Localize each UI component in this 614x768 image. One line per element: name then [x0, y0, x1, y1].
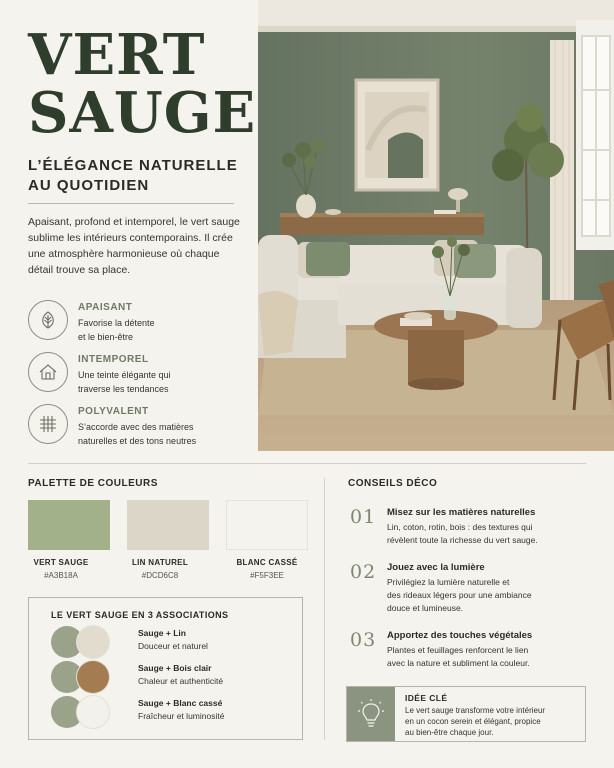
- associations-box: [28, 597, 303, 740]
- tip-text-line: avec la nature et subliment la couleur.: [387, 658, 530, 668]
- feature-text-line: S’accorde avec des matières: [78, 422, 194, 432]
- tip-title: Apportez des touches végétales: [387, 630, 533, 641]
- tip-number: 01: [350, 506, 377, 528]
- association-item: [51, 661, 291, 695]
- swatch-lin-naturel: [127, 500, 209, 550]
- tip-text-line: Privilégiez la lumière naturelle et: [387, 577, 510, 587]
- house-icon: [28, 352, 68, 392]
- palette-title: PALETTE DE COULEURS: [28, 478, 158, 489]
- idea-box: [346, 686, 586, 742]
- association-desc: Douceur et naturel: [138, 641, 208, 651]
- grid-icon: [28, 404, 68, 444]
- tip-item: [350, 629, 586, 689]
- divider: [28, 203, 234, 204]
- feature-text-line: et le bien-être: [78, 332, 134, 342]
- feature-text: [78, 316, 238, 344]
- feature-intemporel: [28, 352, 243, 398]
- feature-polyvalent: [28, 404, 243, 450]
- feature-title: POLYVALENT: [78, 406, 149, 417]
- color-circle: [77, 696, 109, 728]
- intro-text: Apaisant, profond et intemporel, le vert sauge sublime les intérieurs contemporains. Il crée une atmosphère harmonieuse où chaque détail trouve sa place.: [28, 216, 240, 276]
- associations-title: LE VERT SAUGE EN 3 ASSOCIATIONS: [51, 610, 229, 620]
- column-divider: [324, 478, 325, 740]
- feature-title: INTEMPOREL: [78, 354, 149, 365]
- tip-title: Misez sur les matières naturelles: [387, 507, 536, 518]
- tip-text-line: des rideaux légers pour une ambiance: [387, 590, 532, 600]
- tip-title: Jouez avec la lumière: [387, 562, 485, 573]
- subtitle: [28, 156, 238, 196]
- swatch-vert-sauge: [28, 500, 110, 550]
- association-desc: Chaleur et authenticité: [138, 676, 224, 686]
- feature-text-line: traverse les tendances: [78, 384, 169, 394]
- feature-apaisant: [28, 300, 243, 346]
- color-circle: [77, 626, 109, 658]
- swatch-name: VERT SAUGE: [33, 558, 89, 567]
- title-line-1: VERT: [28, 22, 206, 88]
- subtitle-line-1: L’ÉLÉGANCE NATURELLE: [28, 157, 238, 174]
- tip-text: [387, 644, 587, 670]
- tip-text-line: révèlent toute la richesse du vert sauge.: [387, 535, 538, 545]
- idea-text: [405, 705, 583, 738]
- association-item: [51, 696, 291, 730]
- feature-text-line: Favorise la détente: [78, 318, 155, 328]
- tips-title: CONSEILS DÉCO: [348, 478, 438, 489]
- tip-number: 03: [350, 629, 377, 651]
- idea-title: IDÉE CLÉ: [405, 693, 448, 703]
- swatch-name: LIN NATUREL: [131, 558, 189, 567]
- tip-text-line: douce et lumineuse.: [387, 603, 464, 613]
- section-divider: [28, 463, 586, 464]
- color-circle: [77, 661, 109, 693]
- title-line-2: SAUGE: [28, 80, 257, 146]
- idea-text-line: au bien-être chaque jour.: [405, 728, 494, 737]
- feature-text: [78, 420, 238, 448]
- tip-number: 02: [350, 561, 377, 583]
- association-name: Sauge + Blanc cassé: [138, 698, 223, 708]
- feature-text: [78, 368, 238, 396]
- feature-text-line: Une teinte élégante qui: [78, 370, 171, 380]
- lightbulb-icon: [347, 687, 395, 741]
- tip-text-line: Plantes et feuillages renforcent le lien: [387, 645, 529, 655]
- association-name: Sauge + Bois clair: [138, 663, 212, 673]
- feature-title: APAISANT: [78, 302, 133, 313]
- swatch-hex: #A3B18A: [44, 571, 78, 580]
- feature-text-line: naturelles et des tons neutres: [78, 436, 197, 446]
- subtitle-line-2: AU QUOTIDIEN: [28, 177, 150, 194]
- living-room-photo: [258, 0, 614, 451]
- page-title: [28, 22, 257, 146]
- tip-item: [350, 506, 586, 566]
- tip-text: [387, 576, 587, 615]
- tip-item: [350, 561, 586, 621]
- leaf-icon: [28, 300, 68, 340]
- swatch-hex: #F5F3EE: [250, 571, 284, 580]
- tip-text-line: Lin, coton, rotin, bois : des textures qui: [387, 522, 533, 532]
- idea-text-line: Le vert sauge transforme votre intérieur: [405, 706, 546, 715]
- association-name: Sauge + Lin: [138, 628, 186, 638]
- swatch-hex: #DCD6C8: [141, 571, 179, 580]
- tip-text: [387, 521, 587, 547]
- association-item: [51, 626, 291, 660]
- idea-text-line: en un cocon serein et élégant, propice: [405, 717, 541, 726]
- association-desc: Fraîcheur et luminosité: [138, 711, 225, 721]
- swatch-blanc-casse: [226, 500, 308, 550]
- swatch-name: BLANC CASSÉ: [236, 558, 298, 567]
